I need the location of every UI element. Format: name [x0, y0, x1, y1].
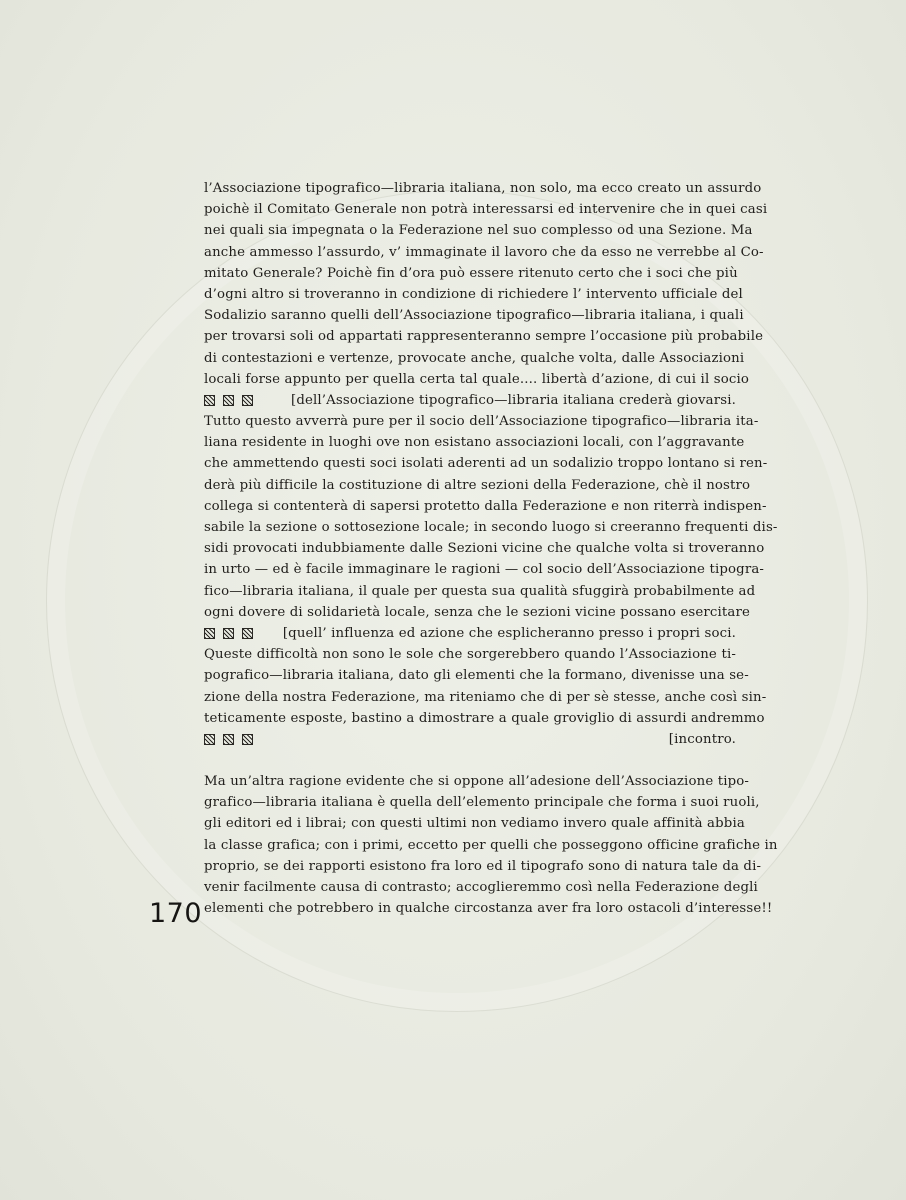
dingbat-line-1: [204, 390, 736, 411]
text-line: teticamente esposte, bastino a dimostrare a quale groviglio di assurdi andremmo: [204, 710, 765, 726]
text-line: gli editori ed i librai; con questi ultimi non vediamo invero quale affinità abbia: [204, 816, 745, 832]
ornament-square-icon: [223, 734, 234, 745]
text-line: collega si contenterà di sapersi protetto dalla Federazione e non riterrà indispen-: [204, 498, 767, 514]
ornament-square-icon: [242, 734, 253, 745]
text-line: Ma un’altra ragione evidente che si oppone all’adesione dell’Associazione tipo-: [204, 774, 750, 790]
line-tail-3: [incontro.: [668, 731, 736, 747]
ornament-square-icon: [204, 395, 215, 406]
text-line: di contestazioni e vertenze, provocate anche, qualche volta, dalle Associazioni: [204, 350, 745, 366]
text-line: sidi provocati indubbiamente dalle Sezioni vicine che qualche volta si troveranno: [204, 541, 765, 557]
text-line: derà più difficile la costituzione di altre sezioni della Federazione, chè il nostro: [204, 477, 751, 493]
paragraph-3: [204, 644, 767, 729]
text-line: d’ogni altro si troveranno in condizione di richiedere l’ intervento ufficiale del: [204, 286, 743, 302]
paragraph-1: [204, 178, 768, 390]
text-line: poichè il Comitato Generale non potrà interessarsi ed intervenire che in quei casi: [204, 202, 768, 218]
text-line: pografico—libraria italiana, dato gli elementi che la formano, divenisse una se-: [204, 668, 749, 684]
ornament-square-icon: [223, 628, 234, 639]
ornament-dingbats: [204, 395, 253, 406]
text-line: anche ammesso l’assurdo, v’ immaginate il lavoro che da esso ne verrebbe al Co-: [204, 244, 764, 260]
text-line: fico—libraria italiana, il quale per questa sua qualità sfuggirà probabilmente ad: [204, 583, 756, 599]
text-line: Queste difficoltà non sono le sole che sorgerebbero quando l’Associazione ti-: [204, 647, 736, 663]
text-line: elementi che potrebbero in qualche circostanza aver fra loro ostacoli d’interesse!!: [204, 901, 773, 917]
text-line: proprio, se dei rapporti esistono fra loro ed il tipografo sono di natura tale da di-: [204, 858, 762, 874]
text-line: in urto — ed è facile immaginare le ragioni — col socio dell’Associazione tipogra-: [204, 562, 765, 578]
ornament-square-icon: [242, 628, 253, 639]
ornament-square-icon: [204, 628, 215, 639]
text-line: zione della nostra Federazione, ma riteniamo che di per sè stesse, anche così sin-: [204, 689, 767, 705]
text-line: sabile la sezione o sottosezione locale; in secondo luogo si creeranno frequenti dis-: [204, 520, 778, 535]
paragraph-4: [204, 771, 778, 919]
text-line: nei quali sia impegnata o la Federazione nel suo complesso od una Sezione. Ma: [204, 223, 753, 239]
text-line: Tutto questo avverrà pure per il socio dell’Associazione tipografico—libraria ita-: [204, 414, 759, 430]
ornament-square-icon: [204, 734, 215, 745]
paragraph-2: [204, 411, 778, 623]
text-line: mitato Generale? Poichè fin d’ora può essere ritenuto certo che i soci che più: [204, 265, 738, 281]
body-text: [204, 178, 778, 919]
line-tail-1: [dell’Associazione tipografico—libraria italiana crederà giovarsi.: [290, 392, 736, 408]
ornament-square-icon: [242, 395, 253, 406]
ornament-dingbats: [204, 734, 253, 745]
text-line: la classe grafica; con i primi, eccetto per quelli che posseggono officine grafiche in: [204, 837, 778, 853]
text-line: Sodalizio saranno quelli dell’Associazione tipografico—libraria italiana, i quali: [204, 308, 744, 324]
page-number: 170: [149, 898, 203, 929]
text-line: ogni dovere di solidarietà locale, senza che le sezioni vicine possano esercitare: [204, 604, 751, 620]
text-line: grafico—libraria italiana è quella dell’elemento principale che forma i suoi ruoli,: [204, 795, 760, 811]
text-line: che ammettendo questi soci isolati aderenti ad un sodalizio troppo lontano si ren-: [204, 456, 768, 472]
text-line: liana residente in luoghi ove non esistano associazioni locali, con l’aggravante: [204, 435, 745, 451]
text-line: venir facilmente causa di contrasto; accoglieremmo così nella Federazione degli: [204, 880, 758, 895]
text-line: per trovarsi soli od appartati rappresenteranno sempre l’occasione più probabile: [204, 329, 764, 345]
ornament-square-icon: [223, 395, 234, 406]
dingbat-line-2: [204, 623, 736, 644]
text-line: l’Associazione tipografico—libraria italiana, non solo, ma ecco creato un assurdo: [204, 181, 762, 196]
line-tail-2: [quell’ influenza ed azione che esplicheranno presso i propri soci.: [282, 625, 736, 641]
dingbat-line-3: [204, 729, 736, 750]
text-line: locali forse appunto per quella certa tal quale.... libertà d’azione, di cui il socio: [204, 371, 750, 387]
ornament-dingbats: [204, 628, 253, 639]
